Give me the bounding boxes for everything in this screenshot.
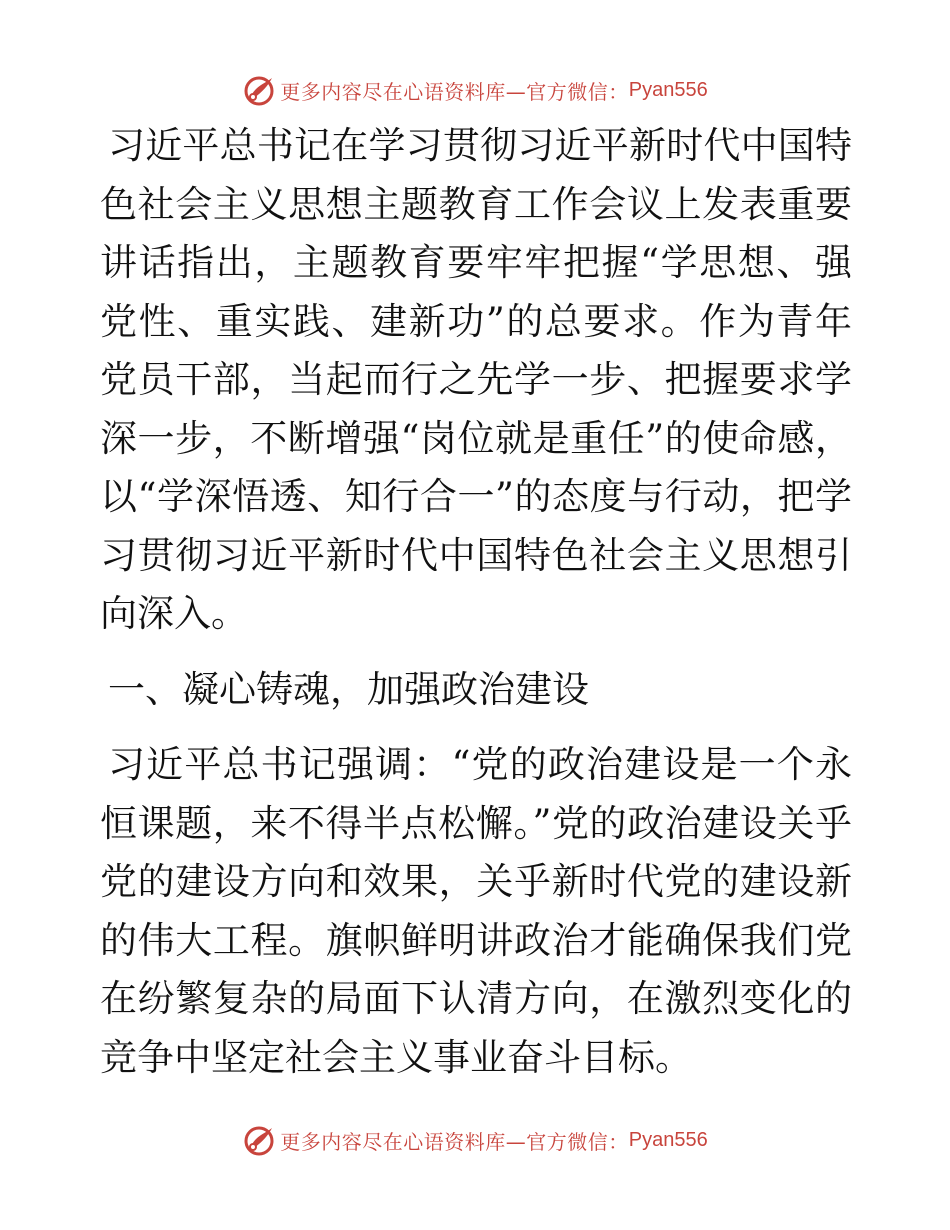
document-body [100, 117, 852, 1087]
intro-paragraph: 习近平总书记在学习贯彻习近平新时代中国特色社会主义思想主题教育工作会议上发表重要讲话指出，主题教育要牢牢把握“学思想、强党性、重实践、建新功”的总要求。作为青年党员干部，当起而行之先学一步、把握要求学深一步，不断增强“岗位就是重任”的使命感，以“学深悟透、知行合一”的态度与行动，把学习贯彻习近平新时代中国特色社会主义思想引向深入。 [100, 124, 852, 635]
watermark-text: 更多内容尽在心语资料库—官方微信： [280, 79, 629, 104]
header-watermark [0, 70, 950, 110]
section-paragraph: 习近平总书记强调：“党的政治建设是一个永恒课题，来不得半点松懈。”党的政治建设关乎党的建设方向和效果，关乎新时代党的建设新的伟大工程。旗帜鲜明讲政治才能确保我们党在纷繁复杂的局面下认清方向，在激烈变化的竞争中坚定社会主义事业奋斗目标。 [100, 743, 852, 1079]
section-heading: 一、凝心铸魂，加强政治建设 [108, 667, 589, 711]
paragraph-gap [100, 719, 852, 736]
paragraph-gap [100, 644, 852, 661]
ink-brush-logo-icon [242, 72, 278, 108]
ink-brush-logo-icon [242, 1122, 278, 1158]
watermark-wechat-id: Pyan556 [628, 1128, 708, 1151]
watermark-wechat-id: Pyan556 [628, 78, 708, 101]
footer-watermark [0, 1120, 950, 1160]
watermark-text: 更多内容尽在心语资料库—官方微信： [280, 1129, 629, 1154]
